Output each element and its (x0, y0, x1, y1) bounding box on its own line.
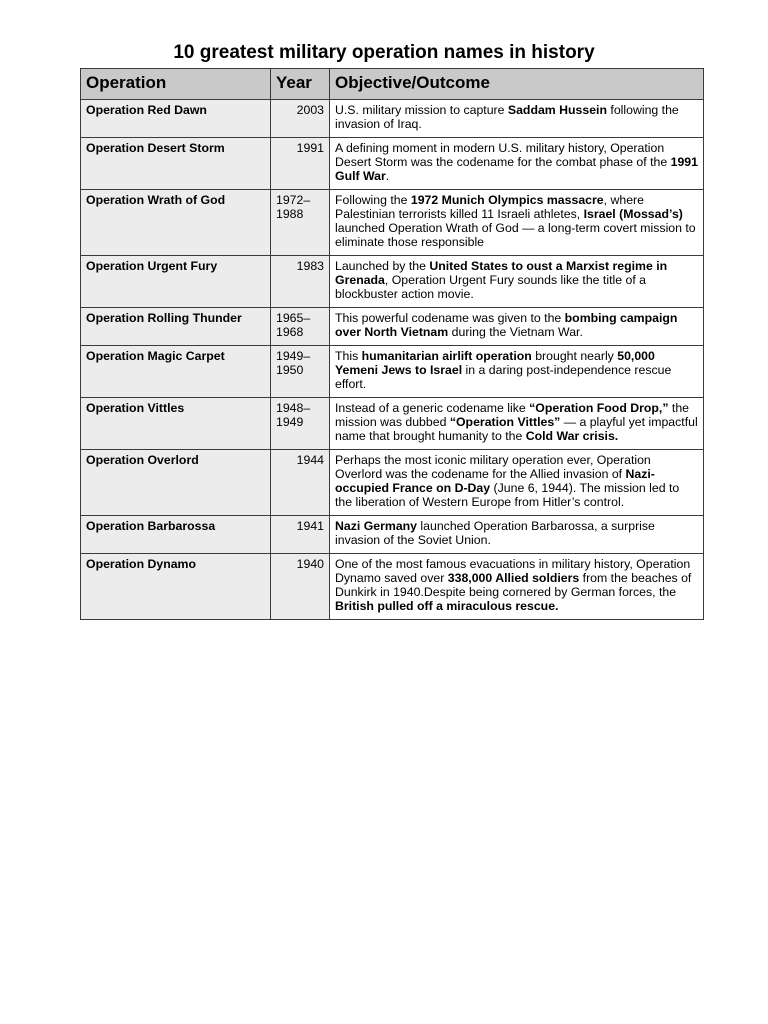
objective-text: Launched by the (335, 259, 430, 273)
objective-cell (330, 554, 704, 620)
objective-text: from the beaches of Dunkirk in 1940.Despite being cornered by German forces, the (335, 571, 692, 599)
objective-cell (330, 516, 704, 554)
year-cell (271, 398, 330, 450)
objective-cell (330, 100, 704, 138)
year-cell (271, 346, 330, 398)
year-line: 1949 (276, 415, 304, 429)
year-line: 1991 (296, 141, 324, 155)
page-title: 10 greatest military operation names in history (173, 42, 595, 63)
table-header-row (81, 69, 704, 100)
table-row (81, 346, 704, 398)
operation-name-cell: Operation Red Dawn (81, 100, 271, 138)
objective-text: Following the (335, 193, 411, 207)
operation-name-cell: Operation Urgent Fury (81, 256, 271, 308)
year-cell (271, 256, 330, 308)
operation-name-cell: Operation Dynamo (81, 554, 271, 620)
objective-text: U.S. military mission to capture (335, 103, 508, 117)
year-line: 1941 (296, 519, 324, 533)
table-row (81, 554, 704, 620)
year-cell (271, 308, 330, 346)
table-row (81, 190, 704, 256)
objective-cell (330, 138, 704, 190)
objective-cell (330, 190, 704, 256)
objective-bold-text: Saddam Hussein (507, 103, 607, 117)
objective-text: launched Operation Wrath of God — a long-term covert mission to eliminate those responsible (335, 221, 696, 249)
objective-bold-text: 1972 Munich Olympics massacre (410, 193, 604, 207)
objective-bold-text: 1991 Gulf War (335, 155, 698, 183)
table-row (81, 450, 704, 516)
operation-name-cell: Operation Magic Carpet (81, 346, 271, 398)
objective-bold-text: “Operation Vittles” (449, 415, 561, 429)
year-line: 1949– (276, 349, 311, 363)
objective-cell (330, 308, 704, 346)
objective-bold-text: 338,000 Allied soldiers (447, 571, 580, 585)
year-line: 2003 (296, 103, 324, 117)
objective-bold-text: Israel (Mossad’s) (583, 207, 683, 221)
objective-cell (330, 450, 704, 516)
objective-bold-text: United States to oust a Marxist regime in Grenada (335, 259, 668, 287)
column-header-objective: Objective/Outcome (330, 69, 704, 100)
objective-text: Perhaps the most iconic military operation ever, Operation Overlord was the codename for the Allied invasion of (335, 453, 651, 481)
year-cell (271, 138, 330, 190)
column-header-year: Year (271, 69, 330, 100)
table-row (81, 100, 704, 138)
objective-cell (330, 256, 704, 308)
objective-cell (330, 346, 704, 398)
objective-text: . (385, 169, 390, 183)
operation-name-cell: Operation Vittles (81, 398, 271, 450)
table-row (81, 308, 704, 346)
year-line: 1988 (276, 207, 304, 221)
year-cell (271, 190, 330, 256)
operation-name-cell: Operation Desert Storm (81, 138, 271, 190)
table-row (81, 516, 704, 554)
table-row (81, 138, 704, 190)
objective-text: in a daring post-independence rescue effort. (335, 363, 672, 391)
objective-text: Instead of a generic codename like (335, 401, 530, 415)
objective-text: launched Operation Barbarossa, a surprise invasion of the Soviet Union. (335, 519, 655, 547)
objective-text: (June 6, 1944). The mission led to the liberation of Western Europe from Hitler’s control. (335, 481, 680, 509)
objective-text: , where Palestinian terrorists killed 11 Israeli athletes, (335, 193, 644, 221)
year-cell (271, 554, 330, 620)
objective-bold-text: 50,000 Yemeni Jews to Israel (335, 349, 655, 377)
year-line: 1968 (276, 325, 304, 339)
objective-bold-text: Nazi Germany (335, 519, 418, 533)
operation-name-cell: Operation Overlord (81, 450, 271, 516)
objective-text: brought nearly (531, 349, 618, 363)
table-row (81, 256, 704, 308)
year-line: 1948– (276, 401, 311, 415)
operation-name-cell: Operation Barbarossa (81, 516, 271, 554)
objective-text: A defining moment in modern U.S. military history, Operation Desert Storm was the codename for the combat phase of the (335, 141, 671, 169)
year-line: 1972– (276, 193, 311, 207)
operation-name-cell: Operation Wrath of God (81, 190, 271, 256)
year-line: 1983 (296, 259, 324, 273)
objective-text: One of the most famous evacuations in military history, Operation Dynamo saved over (335, 557, 691, 585)
objective-bold-text: British pulled off a miraculous rescue. (335, 599, 559, 613)
table-body (81, 100, 704, 620)
year-cell (271, 450, 330, 516)
objective-text: This (335, 349, 362, 363)
column-header-operation: Operation (81, 69, 271, 100)
objective-text: , Operation Urgent Fury sounds like the title of a blockbuster action movie. (335, 273, 646, 301)
objective-text: the mission was dubbed (335, 401, 690, 429)
year-line: 1944 (296, 453, 324, 467)
objective-text: following the invasion of Iraq. (335, 103, 679, 131)
objective-text: — a playful yet impactful name that brought humanity to the (335, 415, 698, 443)
year-line: 1940 (296, 557, 324, 571)
objective-bold-text: “Operation Food Drop,” (529, 401, 669, 415)
year-line: 1965– (276, 311, 311, 325)
objective-bold-text: bombing campaign over North Vietnam (335, 311, 678, 339)
year-cell (271, 100, 330, 138)
objective-text: This powerful codename was given to the (335, 311, 565, 325)
objective-cell (330, 398, 704, 450)
objective-bold-text: humanitarian airlift operation (361, 349, 532, 363)
year-cell (271, 516, 330, 554)
table-row (81, 398, 704, 450)
year-line: 1950 (276, 363, 304, 377)
objective-text: during the Vietnam War. (448, 325, 583, 339)
objective-bold-text: Cold War crisis. (525, 429, 619, 443)
objective-bold-text: Nazi-occupied France on D-Day (335, 467, 655, 495)
operation-name-cell: Operation Rolling Thunder (81, 308, 271, 346)
operations-table (80, 68, 704, 620)
